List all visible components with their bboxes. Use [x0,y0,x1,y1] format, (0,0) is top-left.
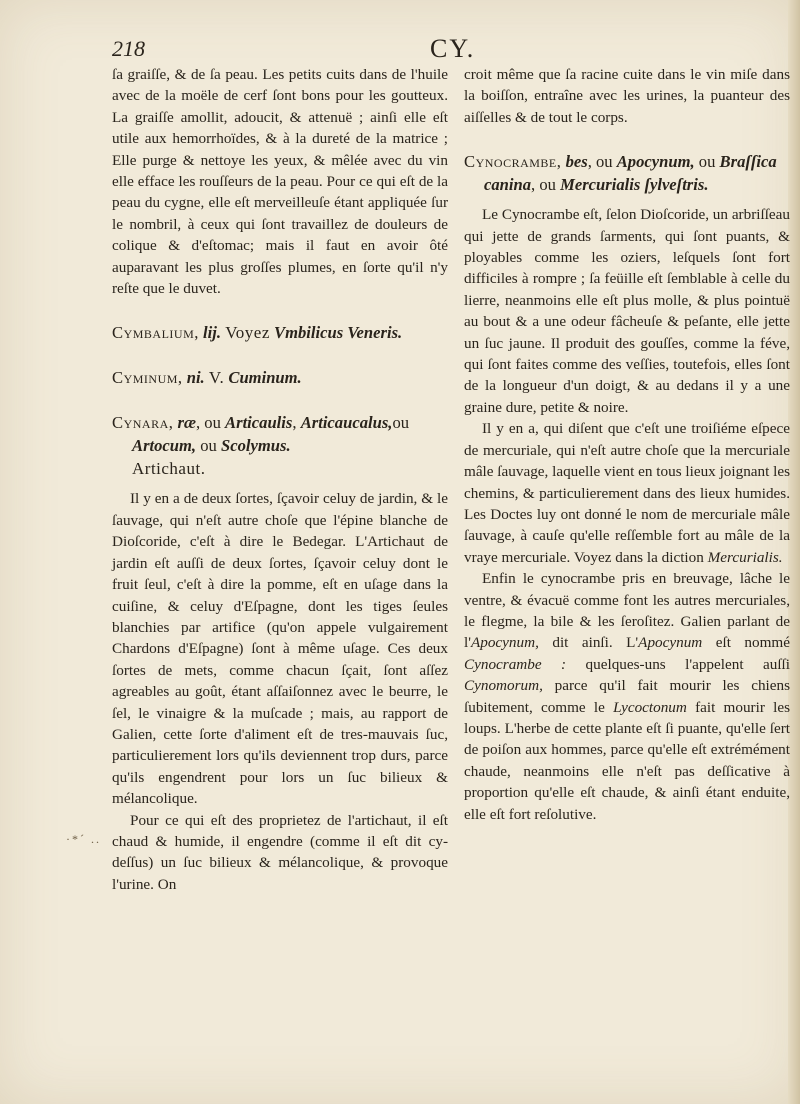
page-number: 218 [112,36,145,61]
cross-reference: Vmbilicus Veneris. [274,323,403,343]
text-run: Enfin le cynocrambe pris en breuvage, lâche le ventre, & évacuë comme font les autres mercuriales, le flegme, la bile & les ſeroſitez. Galien parlant de l' [464,570,790,652]
conjunction: , ou [587,152,613,172]
synonym: Braſſica canina [484,152,777,195]
paragraph: Le Cynocrambe eſt, ſelon Dioſcoride, un arbriſſeau qui jette de grands ſarments, qui ſont puants, & ployables comme les oziers, leſquels ſont fort difficiles à rompre ; ſa feüille eſt ſemblable à celle du lierre, neanmoins elle eſt plus molle, & plus pointuë au bout & a une odeur fâcheuſe & peſante, elle jette un ſuc jaune. Il produit des gouſſes, comme la féve, qui ſont faites comme des veſſies, toutefois, elles ſont de la longueur d'un doigt, & au dedans il y a une graine dure, petite & noire. [464,206,790,416]
cross-reference: Cuminum. [228,368,302,388]
text-run: Il y en a, qui diſent que c'eſt une troiſiéme eſpece de mercuriale, qui n'eſt autre choſe que la mercuriale mâle ſauvage, laquelle vient en tous lieux joignant les chemins, & particulierement dans des lieux humides. Les Doctes luy ont donné le nom de mercuriale mâle ſauvage, à cauſe qu'elle reſſemble fort au mâle de la vraye mercuriale. Voyez dans la diction [464,420,791,566]
synonym: Scolymus. [221,436,291,456]
entry-cynocrambe [464,150,790,196]
french-name: Artichaut. [132,459,206,479]
entry-cymbalium [112,321,448,344]
paragraph: Pour ce qui eſt des proprietez de l'artichaut, il eſt chaud & humide, il engendre (comme il eſt dit cy-deſſus) un ſuc bilieux & mélancolique, & provoque l'urine. On [112,811,448,893]
entry-suffix: bes [565,152,588,172]
synonym: Apocynum, [616,152,695,172]
italic-term: Lycoctonum [613,698,687,716]
synonym: Articaulis [225,413,293,433]
conjunction: , ou [531,175,556,195]
italic-term: Apocynum, [470,634,539,652]
paragraph: Il y en a de deux ſortes, ſçavoir celuy de jardin, & le ſauvage, qui n'eſt autre choſe que l'épine blanche de Dioſcoride, c'eſt à dire le Bedegar. L'Artichaut de jardin eſt auſſi de deux ſortes, ſçavoir celuy dont le fruit ſeul, c'eſt à dire la pomme, eſt en uſage dans la cuiſine, & celuy d'Eſpagne, dont les tiges ſeules blanchies par artifice (qu'on appele vulgairement Chardons d'Eſpagne) ſont à même uſage. Ces deux ſortes de mets, comme chacun ſçait, ſont aſſez agreables au goût, étant aſſaiſonnez avec le beurre, le ſel, le vinaigre & la muſcade ; mais, au rapport de Galien, cette ſorte d'aliment eſt de tres-mauvais ſuc, particulierement lors qu'ils deviennent trop durs, parce qu'ils engendrent pour lors un ſuc bilieux & mélancolique. [112,490,448,808]
margin-mark: ·*´ .. [66,832,101,846]
entry-headword: Cynara, [112,413,174,433]
synonym: Mercurialis ſylveſtris. [560,175,709,195]
text-run: dit ainſi. L' [538,634,639,652]
entry-headword: Cymbalium, [112,323,199,343]
entry-cynara [112,411,448,480]
paragraph [464,418,790,568]
paragraph: croit même que ſa racine cuite dans le vin miſe dans la boiſſon, entraîne avec les urines, la puanteur des aiſſelles & de tout le corps. [464,66,790,126]
text-run: fait mourir les loups. L'herbe de cette plante eſt ſi puante, qu'elle ſert de poiſon aux hommes, parce qu'elle eſt extrémément chaude, neanmoins elle n'eſt pas deſſicative à proportion qu'elle eſt chaude, & ainſi étant enduite, elle eſt fort reſolutive. [464,698,790,823]
entry-suffix: ni. [186,368,205,388]
entry-headword: Cynocrambe, [464,152,562,172]
entry-cyminum [112,366,448,389]
see-reference: V. [208,368,225,388]
running-head: CY. [430,34,476,63]
entry-suffix: ræ [177,413,196,433]
entry-suffix: lij. [203,323,222,343]
italic-term: Cynomorum, [464,677,543,695]
conjunction: , ou [196,413,221,433]
separator: , [292,413,297,433]
text-run: parce qu'il fait mourir les chiens ſubitement, comme le [464,677,790,716]
paragraph: ſa graiſſe, & de ſa peau. Les petits cuits dans de l'huile avec de la moële de cerf ſont bons pour les goutteux. La graiſſe amollit, adoucit, & attenuë ; ainſi elle eſt utile aux hemorrhoïdes, & à la dureté de la matrice ; Elle purge & nettoye les yeux, & mêlée avec du vin elle efface les rouſſeurs de la peau. Pour ce qui eſt de la peau du cygne, elle eſt merveilleuſe étant appliquée ſur le nombril, à ceux qui ſont travaillez de douleurs de colique & d'eſtomac; mais il faut en avoir ôté auparavant les plus groſſes plumes, en ſorte qu'il n'y reſte que le duvet. [112,66,448,298]
see-reference: Voyez [225,323,270,343]
left-column [112,64,448,895]
conjunction: ou [698,152,716,172]
right-column [464,64,790,825]
paragraph [464,568,790,825]
italic-term: Apocynum [638,634,703,652]
conjunction: ou [392,413,410,433]
italic-term: Mercurialis. [707,548,783,566]
entry-headword: Cyminum, [112,368,183,388]
synonym: Artocum, [132,436,197,456]
conjunction: ou [200,436,217,456]
synonym: Articaucalus, [300,413,393,433]
text-run: quelques-uns l'appelent auſſi [566,655,790,673]
text-run: eſt nommé [702,634,790,652]
italic-term: Cynocrambe : [464,655,567,673]
